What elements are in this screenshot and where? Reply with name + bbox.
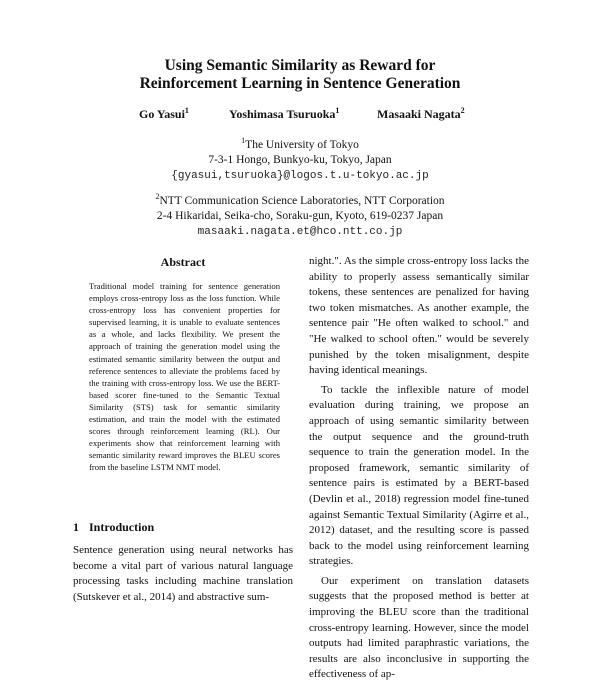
author-name: Yoshimasa Tsuruoka — [229, 107, 336, 121]
paper-title-line1: Using Semantic Similarity as Reward for — [164, 57, 436, 74]
author-affiliation-mark: 2 — [460, 106, 465, 115]
affiliation-email: masaaki.nagata.et@hco.ntt.co.jp — [197, 225, 403, 238]
author-2 — [229, 106, 339, 122]
affiliation-address: 2-4 Hikaridai, Seika-cho, Soraku-gun, Kyoto, 619-0237 Japan — [156, 210, 444, 223]
section-title: Introduction — [89, 520, 155, 534]
affiliation-mark: 2 — [155, 192, 160, 201]
affiliation-mark: 1 — [241, 136, 246, 145]
affiliation-address: 7-3-1 Hongo, Bunkyo-ku, Tokyo, Japan — [208, 154, 392, 167]
author-name: Masaaki Nagata — [377, 107, 461, 121]
abstract-text: Traditional model training for sentence generation employs cross-entropy loss as the loss function. While cross-entropy loss has convenient properties for supervised learning, it is unable to evaluate sentences as a whole, and lacks flexibility. We present the approach of training the generation model using the estimated semantic similarity between the output and reference sentences to alleviate the problems faced by the training with cross-entropy loss. We use the BERT-based scorer fine-tuned to the Semantic Textual Similarity (STS) task for semantic similarity estimation, and train the model with the estimated scores through reinforcement learning (RL). Our experiments show that reinforcement learning with semantic similarity reward improves the BLEU scores from the baseline LSTM NMT model. — [89, 281, 280, 473]
author-affiliation-mark: 1 — [335, 106, 340, 115]
paragraph: To tackle the inflexible nature of model evaluation during training, we propose an approach of using semantic similarity between the output sequence and the ground-truth sequence to train the generation model. In the proposed framework, semantic similarity of sentence pairs is estimated by a BERT-based (Devlin et al., 2018) regression model fine-tuned against Semantic Textual Similarity (Agirre et al., 2012) dataset, and the resulting score is passed back to the model using reinforcement learning strategies. — [309, 383, 529, 568]
affiliation-name: NTT Communication Science Laboratories, NTT Corporation — [159, 194, 445, 207]
author-3 — [377, 106, 465, 122]
paper-title-line2: Reinforcement Learning in Sentence Generation — [139, 75, 461, 92]
section-heading-introduction — [73, 520, 154, 535]
section-number: 1 — [73, 520, 79, 534]
paragraph: night.". As the simple cross-entropy loss lacks the ability to properly assess semantically similar tokens, these sentences are penalized for having two token mismatches. As another example, the sentence pair "He often walked to school." and "He walked to school often." would be severely punished by the token misalignment, despite having identical meanings. — [309, 255, 529, 377]
author-affiliation-mark: 1 — [184, 106, 189, 115]
title-block — [0, 57, 600, 93]
right-column — [309, 254, 529, 683]
abstract-heading: Abstract — [160, 255, 206, 269]
affiliation-name: The University of Tokyo — [245, 138, 359, 151]
affiliation-2 — [0, 189, 600, 240]
author-1 — [139, 106, 189, 122]
paragraph: Our experiment on translation datasets suggests that the proposed method is better at improving the BLEU score than the traditional cross-entropy learning. However, since the model outputs had limited paraphrastic variations, the results are also inconclusive in supporting the effectiveness of ap- — [309, 574, 529, 681]
affiliation-email: {gyasui,tsuruoka}@logos.t.u-tokyo.ac.jp — [171, 169, 429, 182]
author-name: Go Yasui — [139, 107, 185, 121]
affiliation-1 — [0, 133, 600, 184]
introduction-text: Sentence generation using neural networks has become a vital part of various natural language processing tasks including machine translation (Sutskever et al., 2014) and abstractive sum- — [73, 544, 293, 603]
